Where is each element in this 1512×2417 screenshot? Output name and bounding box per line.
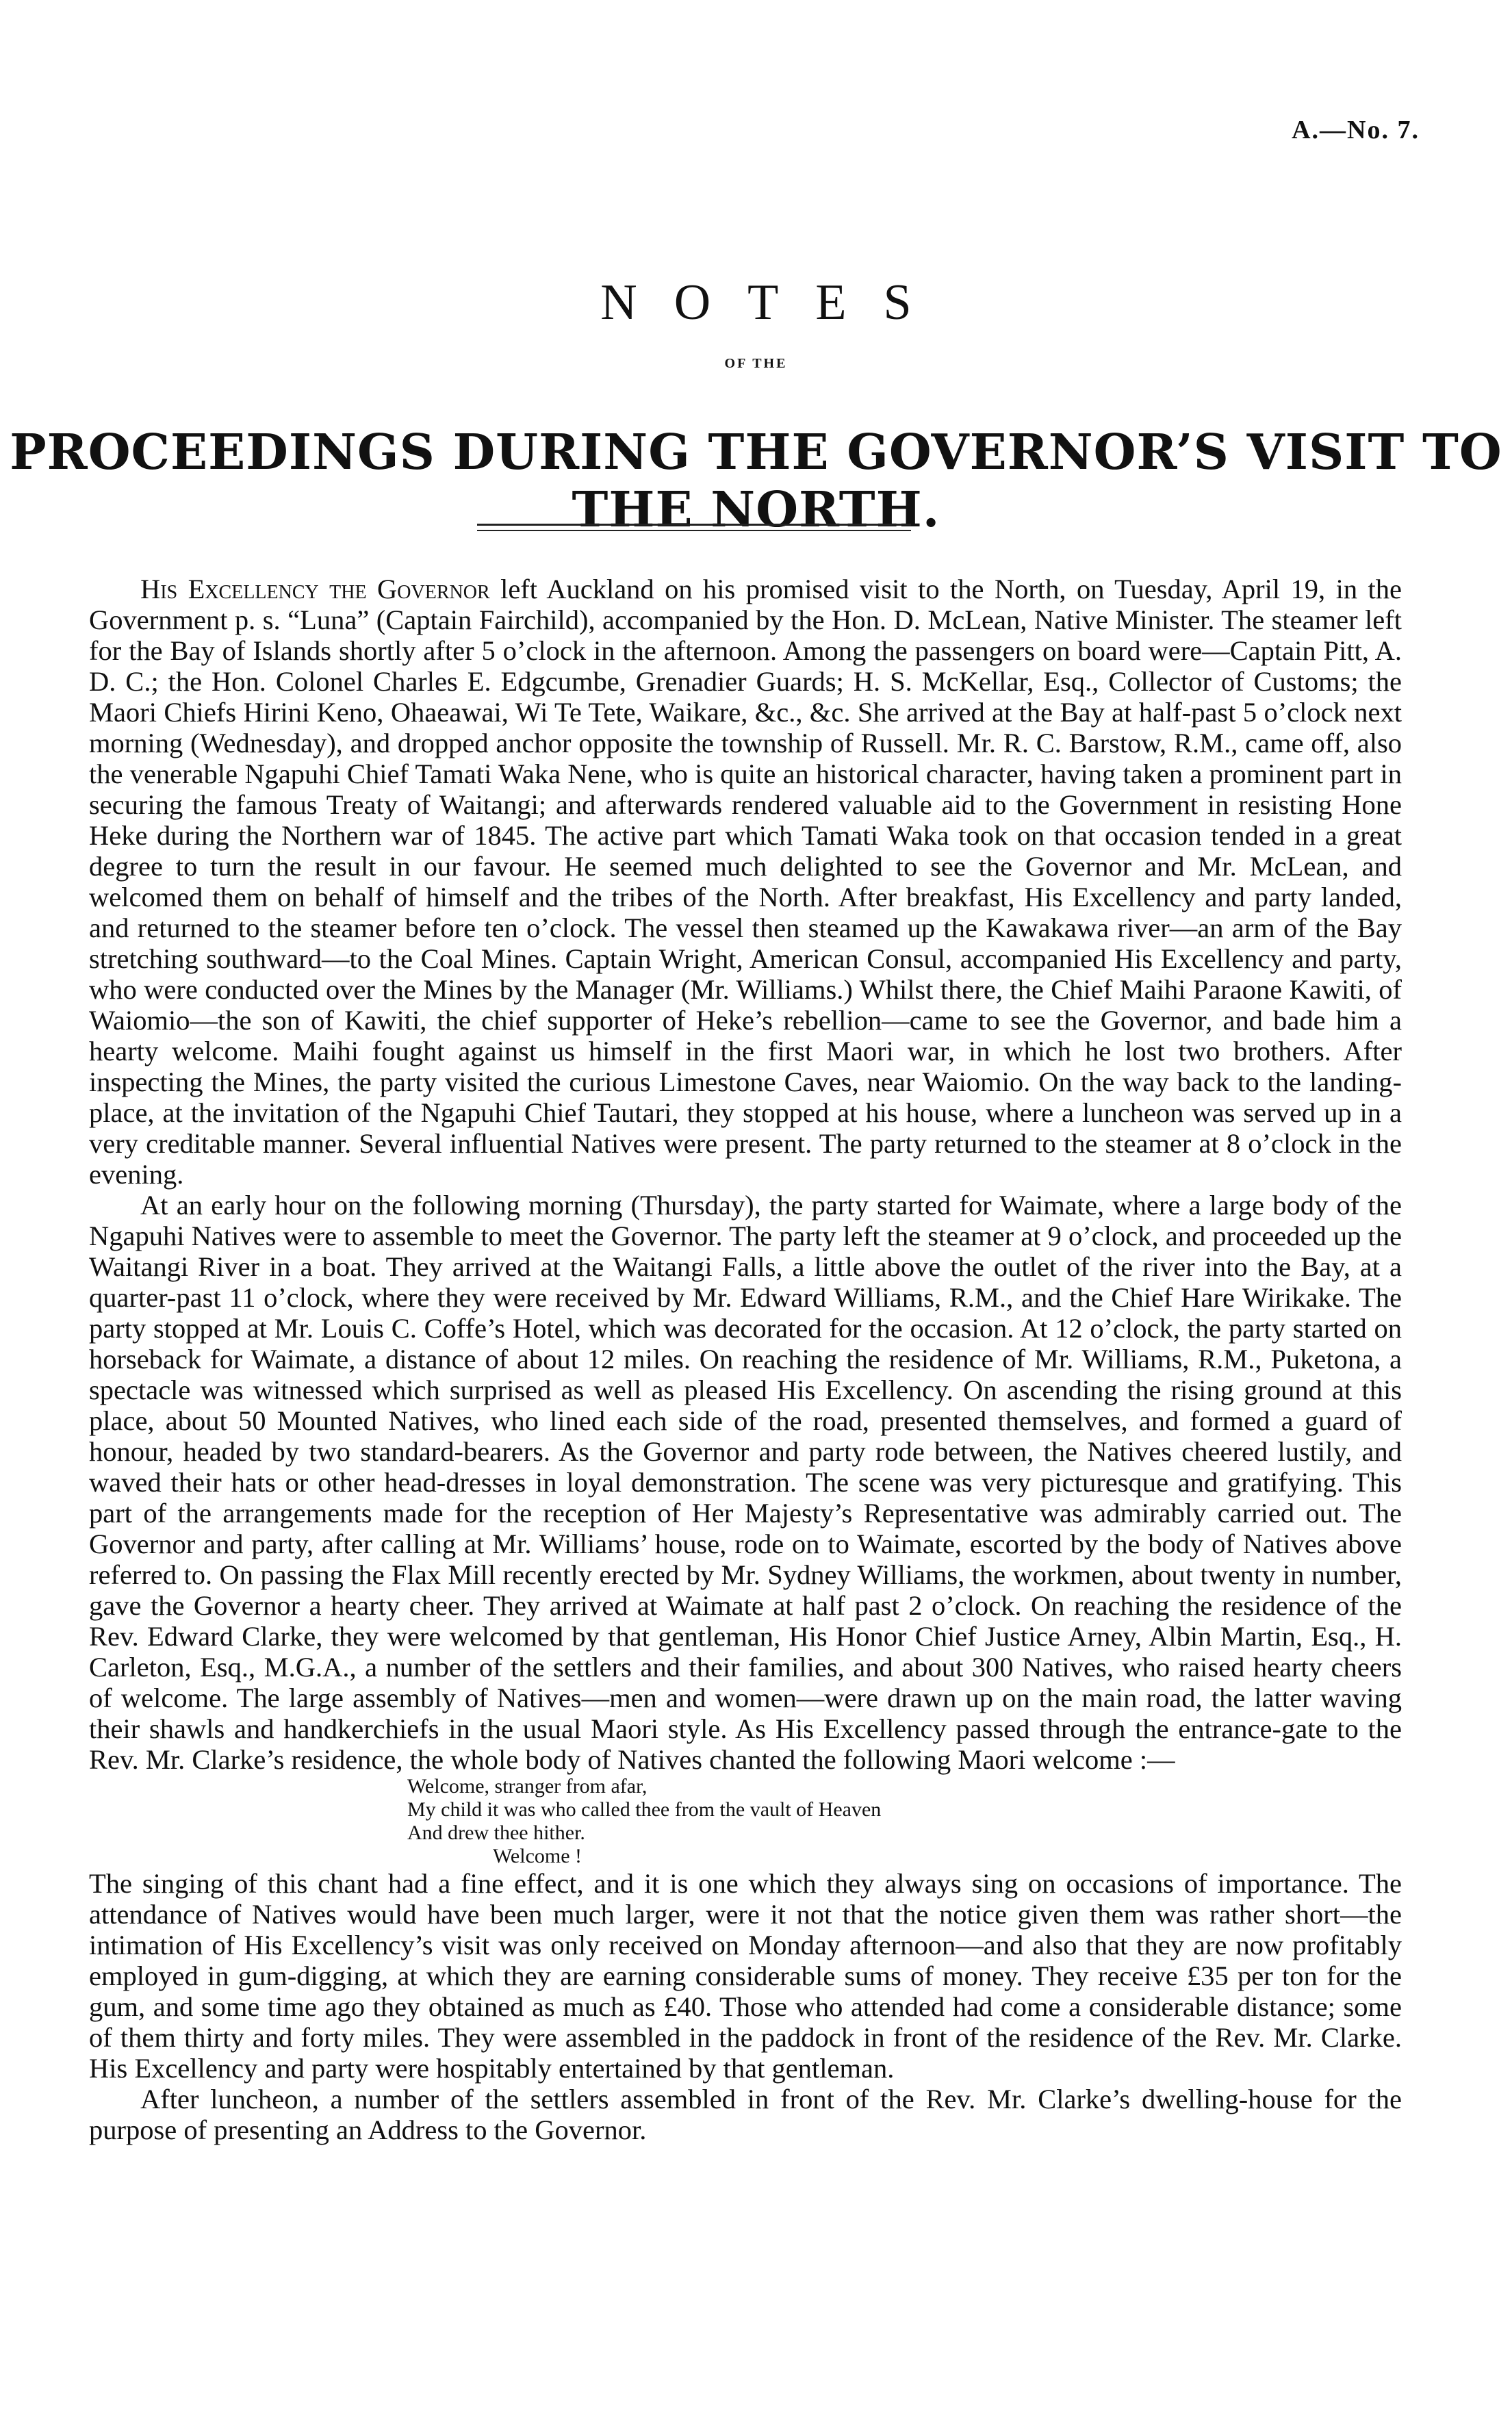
title-divider-rule — [477, 524, 911, 531]
maori-welcome-verse — [407, 1775, 1402, 1868]
paragraph-4: After luncheon, a number of the settlers assembled in front of the Rev. Mr. Clarke’s dwelling-house for the purpose of presenting an Address to the Governor. — [89, 2084, 1402, 2145]
paragraph-lead-in: His Excellency the Governor — [140, 574, 490, 604]
document-title: NOTES — [600, 274, 949, 331]
paragraph-3: The singing of this chant had a fine effect, and it is one which they always sing on occasions of importance. The attendance of Natives would have been much larger, were it not that the notice given them was rather short—the intimation of His Excellency’s visit was only received on Monday afternoon—and also that they are now profitably employed in gum-digging, at which they are earning considerable sums of money. They receive £35 per ton for the gum, and some time ago they obtained as much as £40. Those who attended had come a considerable distance; some of them thirty and forty miles. They were assembled in the paddock in front of the residence of the Rev. Mr. Clarke. His Excellency and party were hospitably entertained by that gentleman. — [89, 1868, 1402, 2084]
article-body — [89, 574, 1402, 2145]
verse-line: Welcome ! — [493, 1845, 582, 1867]
document-subtitle: PROCEEDINGS DURING THE GOVERNOR’S VISIT TO THE NORTH. — [10, 423, 1502, 538]
verse-line: My child it was who called thee from the vault of Heaven — [407, 1798, 882, 1821]
verse-line: Welcome, stranger from afar, — [407, 1775, 648, 1798]
paragraph-2: At an early hour on the following morning (Thursday), the party started for Waimate, where a large body of the Ngapuhi Natives were to assemble to meet the Governor. The party left the steamer at 9 o’clock, and proceeded up the Waitangi River in a boat. They arrived at the Waitangi Falls, a little above the outlet of the river into the Bay, at a quarter-past 11 o’clock, where they were received by Mr. Edward Williams, R.M., and the Chief Hare Wirikake. The party stopped at Mr. Louis C. Coffe’s Hotel, which was decorated for the occasion. At 12 o’clock, the party started on horseback for Waimate, a distance of about 12 miles. On reaching the residence of Mr. Williams, R.M., Puketona, a spectacle was witnessed which surprised as well as pleased His Excellency. On ascending the rising ground at this place, about 50 Mounted Natives, who lined each side of the road, presented themselves, and formed a guard of honour, headed by two standard-bearers. As the Governor and party rode between, the Natives cheered lustily, and waved their hats or other head-dresses in loyal demonstration. The scene was very picturesque and gratifying. This part of the arrangements made for the reception of Her Majesty’s Representative was admirably carried out. The Governor and party, after calling at Mr. Williams’ house, rode on to Waimate, escorted by the body of Natives above referred to. On passing the Flax Mill recently erected by Mr. Sydney Williams, the workmen, about twenty in number, gave the Governor a hearty cheer. They arrived at Waimate at half past 2 o’clock. On reaching the residence of the Rev. Edward Clarke, they were welcomed by that gentleman, His Honor Chief Justice Arney, Albin Martin, Esq., H. Carleton, Esq., M.G.A., a number of the settlers and their families, and about 300 Natives, who raised hearty cheers of welcome. The large assembly of Natives—men and women—were drawn up on the main road, the latter waving their shawls and handkerchiefs in the usual Maori style. As His Excellency passed through the entrance-gate to the Rev. Mr. Clarke’s residence, the whole body of Natives chanted the following Maori welcome :— — [89, 1190, 1402, 1775]
title-connector: OF THE — [724, 356, 788, 371]
paragraph-1 — [89, 574, 1402, 1190]
page-reference: A.—No. 7. — [1292, 116, 1420, 144]
paragraph-1-text: left Auckland on his promised visit to the North, on Tuesday, April 19, in the Government p. s. “Luna” (Captain Fairchild), accompanied by the Hon. D. McLean, Native Minister. The steamer left for the Bay of Islands shortly after 5 o’clock in the afternoon. Among the passengers on board were—Captain Pitt, A. D. C.; the Hon. Colonel Charles E. Edgcumbe, Grenadier Guards; H. S. McKellar, Esq., Collector of Customs; the Maori Chiefs Hirini Keno, Ohaeawai, Wi Te Tete, Waikare, &c., &c. She arrived at the Bay at half-past 5 o’clock next morning (Wednesday), and dropped anchor opposite the township of Russell. Mr. R. C. Barstow, R.M., came off, also the venerable Ngapuhi Chief Tamati Waka Nene, who is quite an historical character, having taken a prominent part in securing the famous Treaty of Waitangi; and afterwards rendered valuable aid to the Government in resisting Hone Heke during the Northern war of 1845. The active part which Tamati Waka took on that occasion tended in a great degree to turn the result in our favour. He seemed much delighted to see the Governor and Mr. McLean, and welcomed them on behalf of himself and the tribes of the North. After breakfast, His Excellency and party landed, and returned to the steamer before ten o’clock. The vessel then steamed up the Kawakawa river—an arm of the Bay stretching southward—to the Coal Mines. Captain Wright, American Consul, accompanied His Excellency and party, who were conducted over the Mines by the Manager (Mr. Williams.) Whilst there, the Chief Maihi Paraone Kawiti, of Waiomio—the son of Kawiti, the chief supporter of Heke’s rebellion—came to see the Governor, and bade him a hearty welcome. Maihi fought against us himself in the first Maori war, in which he lost two brothers. After inspecting the Mines, the party visited the curious Limestone Caves, near Waiomio. On the way back to the landing-place, at the invitation of the Ngapuhi Chief Tautari, they stopped at his house, where a luncheon was served up in a very creditable manner. Several influential Natives were present. The party returned to the steamer at 8 o’clock in the evening. — [89, 574, 1402, 1190]
verse-line: And drew thee hither. — [407, 1821, 585, 1844]
